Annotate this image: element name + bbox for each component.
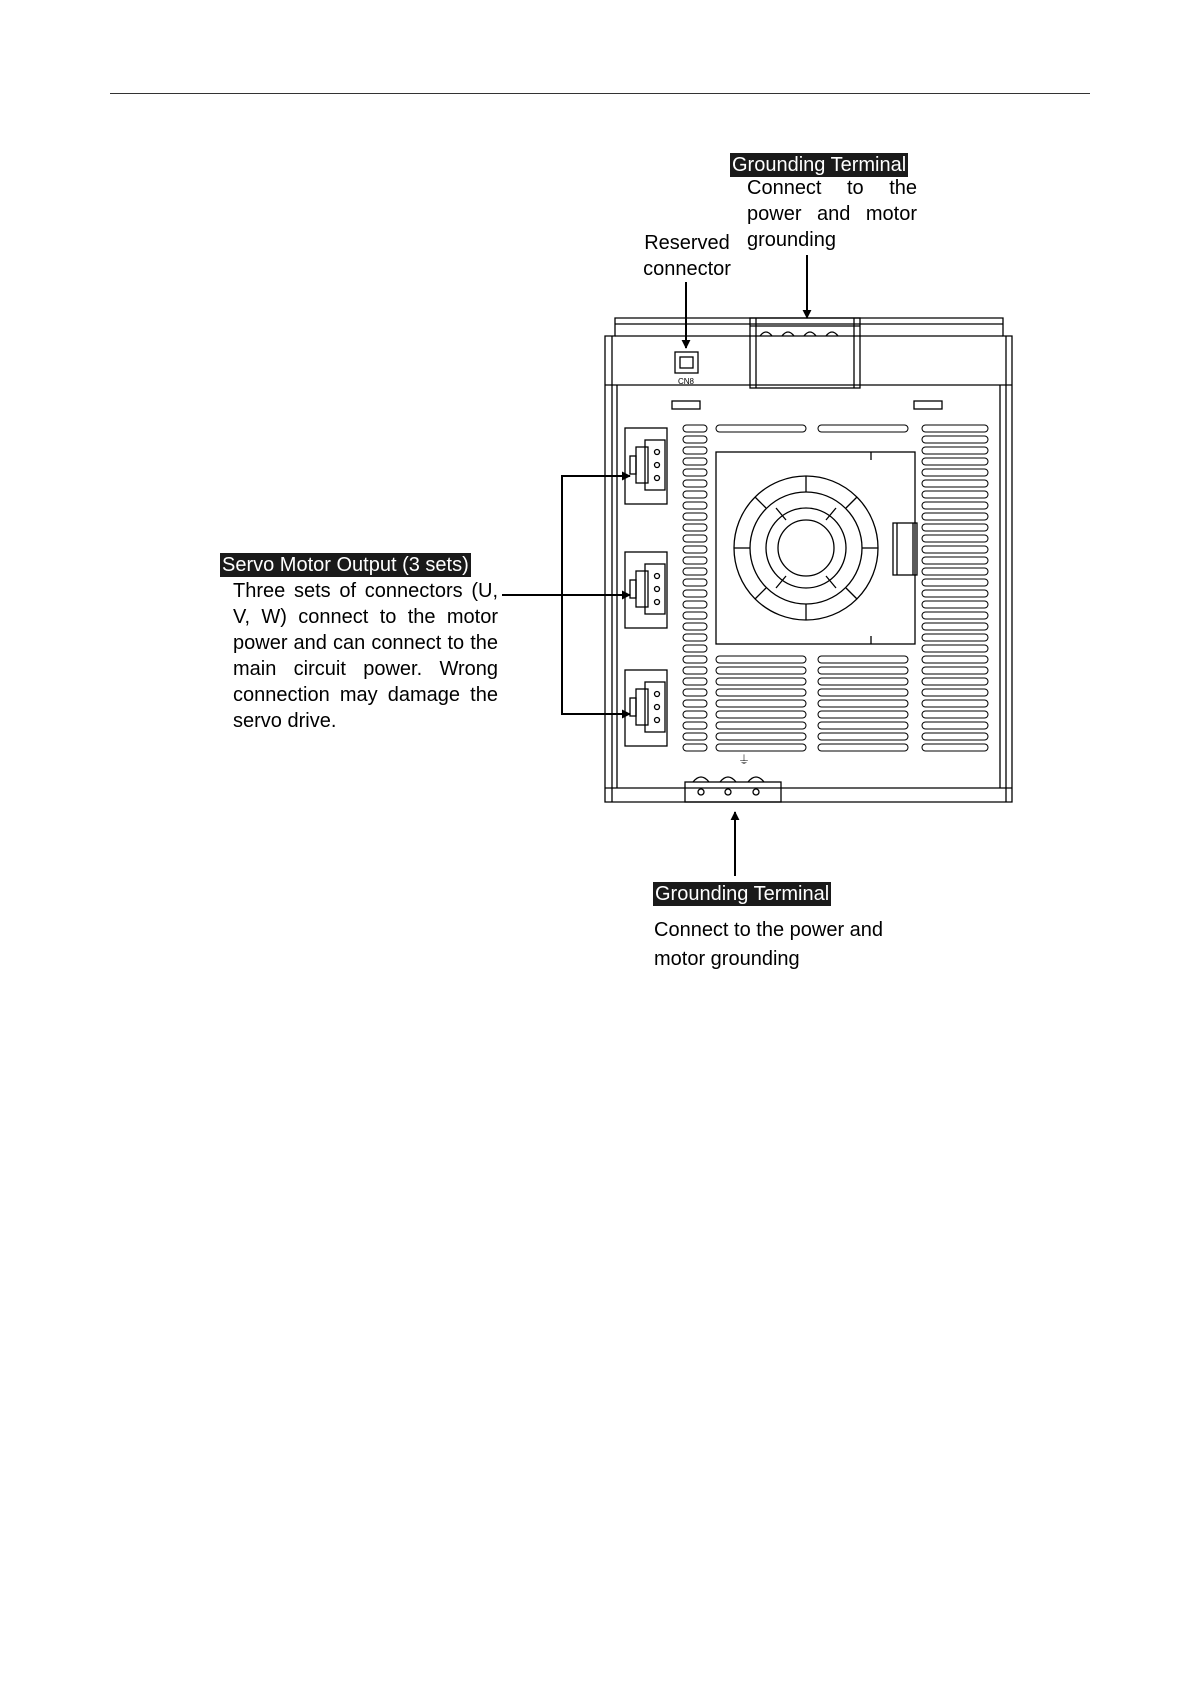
bottom-grounding-desc: Connect to the power and motor grounding	[654, 919, 884, 970]
bottom-grounding-block	[685, 777, 781, 802]
vent-column-left	[683, 425, 707, 751]
vent-rows-bottom	[716, 656, 908, 751]
servo-output-title: Servo Motor Output (3 sets)	[222, 554, 469, 576]
motor-connector-1	[625, 428, 667, 504]
fan-icon	[716, 452, 917, 644]
motor-connector-2	[625, 552, 667, 628]
motor-connector-3	[625, 670, 667, 746]
callout-arrows	[502, 255, 807, 876]
top-grounding-title: Grounding Terminal	[732, 154, 907, 176]
cn8-label: CN8	[677, 377, 695, 386]
ground-icon: ⏚	[737, 753, 751, 767]
reserved-connector-cn8	[675, 352, 698, 373]
bottom-grounding-title: Grounding Terminal	[655, 883, 830, 905]
vent-row-top	[716, 425, 908, 432]
top-grounding-block	[750, 318, 860, 388]
vent-column-right	[922, 425, 988, 751]
reserved-connector-label: Reserved connector	[643, 232, 731, 280]
servo-output-desc: Three sets of connectors (U, V, W) connect to the motor power and can connect to the main circuit power. Wrong connection may damage the servo drive.	[233, 580, 498, 732]
top-grounding-desc: Connect to the power and motor grounding	[747, 177, 917, 251]
